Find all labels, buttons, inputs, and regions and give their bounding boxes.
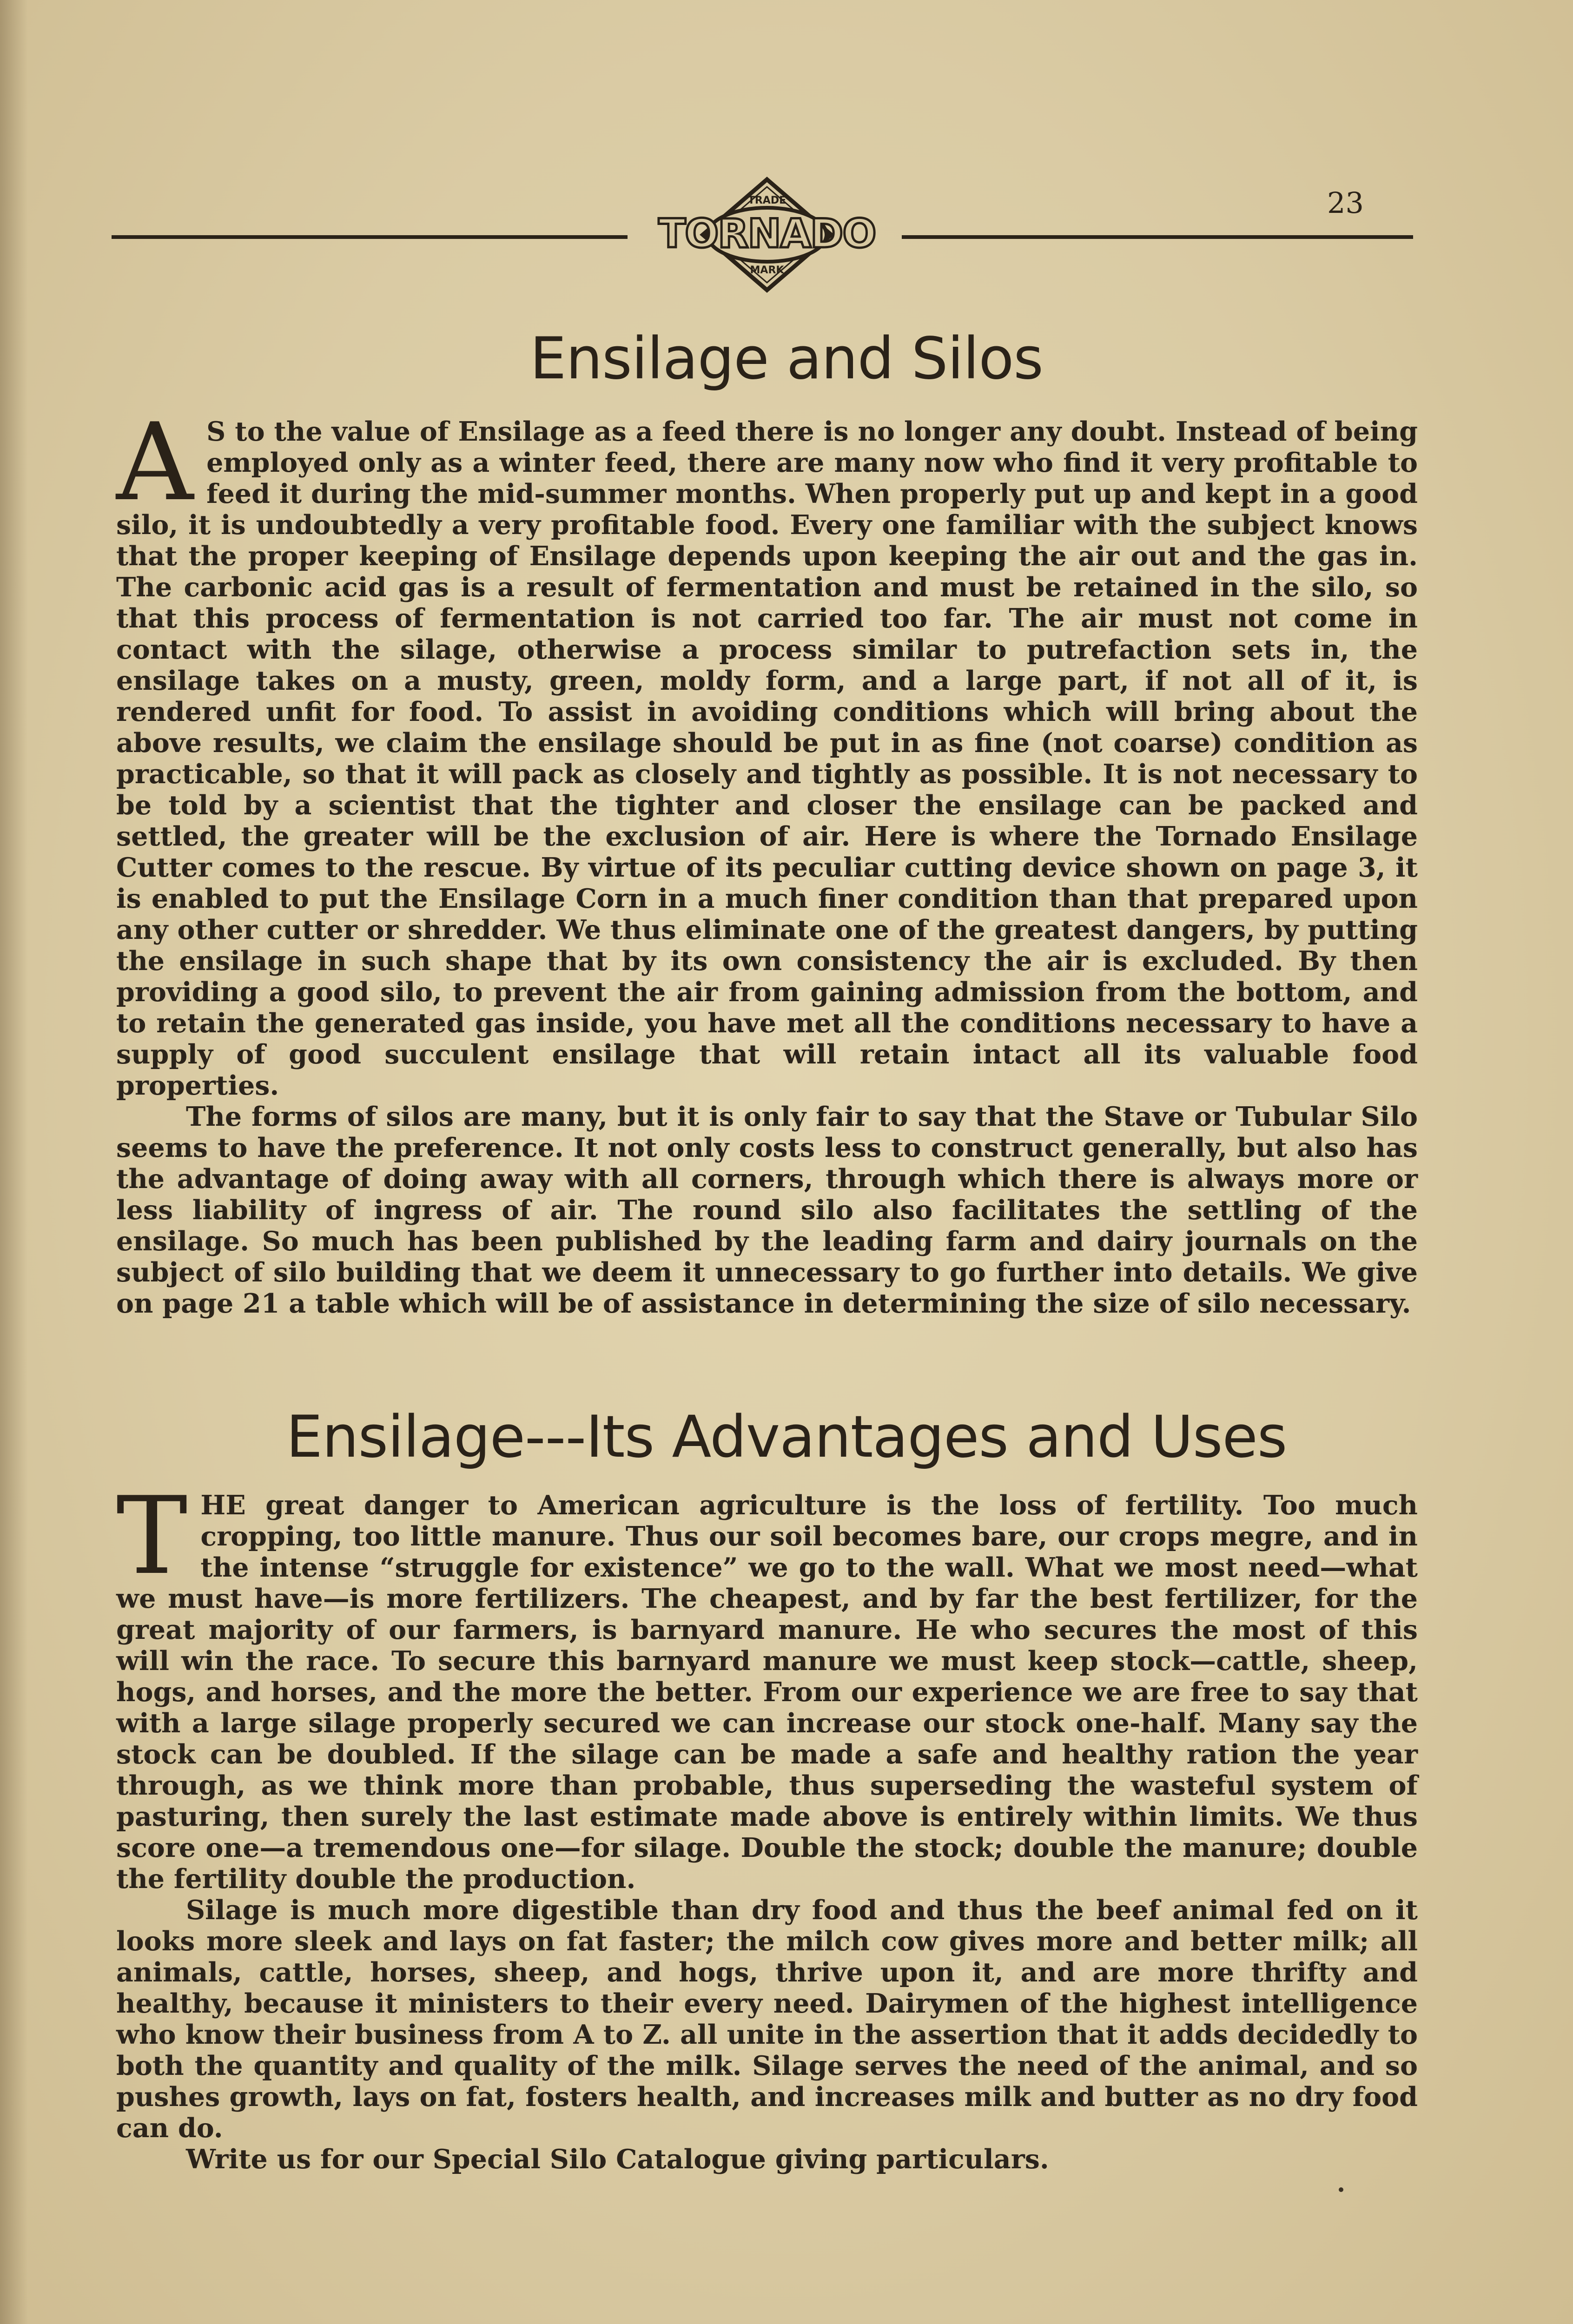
logo-word: TORNADO [658,211,876,257]
section-title-ensilage-advantages: Ensilage---Its Advantages and Uses [286,1404,1287,1471]
paragraph-text: S to the value of Ensilage as a feed there is no longer any doubt. Instead of being employed only as a winter feed, there are many now who find it very profitable to feed it during the mid-summer months. When properly put up and kept in a good silo, it is undoubtedly a very profitable food. Every one familiar with the subject knows that the proper keeping of Ensilage depends upon keeping the air out and the gas in. The carbonic acid gas is a result of fermentation and must be retained in the silo, so that this process of fermentation is not carried too far. The air must not come in contact with the silage, otherwise a process similar to putrefaction sets in, the ensilage takes on a musty, green, moldy form, and a large part, if not all of it, is rendered unfit for food. To assist in avoiding conditions which will bring about the above results, we claim the ensilage should be put in as fine (not coarse) condition as practicable, so that it will pack as closely and tightly as possible. It is not necessary to be told by a scientist that the tighter and closer the ensilage can be packed and settled, the greater will be the exclusion of air. Here is where the Tornado Ensilage Cutter comes to the rescue. By virtue of its peculiar cutting device shown on page 3, it is enabled to put the Ensilage Corn in a much finer condition than that prepared upon any other cutter or shredder. We thus eliminate one of the greatest dangers, by putting the ensilage in such shape that by its own consistency the air is excluded. By then providing a good silo, to prevent the air from gaining admission from the bottom, and to retain the generated gas inside, you have met all the conditions necessary to have a supply of good succulent ensilage that will retain intact all its valuable food properties. [116,416,1418,1101]
paragraph [116,1474,1418,1895]
tornado-trademark-logo [623,177,911,293]
section-title-ensilage-and-silos: Ensilage and Silos [530,325,1043,392]
drop-cap: A [116,401,194,525]
logo-top-text: TRADE [747,195,786,206]
print-speck [1339,2187,1343,2192]
page-number: 23 [1327,186,1364,220]
section-ensilage-advantages [116,1474,1418,2175]
paragraph: The forms of silos are many, but it is only fair to say that the Stave or Tubular Silo seems to have the preference. It not only costs less to construct generally, but also has the advantage of doing away with all corners, through which there is always more or less liability of ingress of air. The round silo also facilitates the settling of the ensilage. So much has been published by the leading farm and dairy journals on the subject of silo building that we deem it unnecessary to go further into details. We give on page 21 a table which will be of assistance in determining the size of silo necessary. [116,1101,1418,1319]
header-rule-left [112,235,628,239]
paragraph [116,401,1418,1101]
logo-bottom-text: MARK [750,264,784,276]
page-header [112,177,1413,293]
header-rule-right [902,235,1413,239]
section-ensilage-and-silos [116,401,1418,1319]
paragraph-closing: Write us for our Special Silo Catalogue giving particulars. [186,2144,1049,2175]
paragraph: Silage is much more digestible than dry food and thus the beef animal fed on it looks more sleek and lays on fat faster; the milch cow gives more and better milk; all animals, cattle, horses, sheep, and hogs, thrive upon it, and are more thrifty and healthy, because it ministers to their every need. Dairymen of the highest intelligence who know their business from A to Z. all unite in the assertion that it adds decidedly to both the quantity and quality of the milk. Silage serves the need of the animal, and so pushes growth, lays on fat, fosters health, and increases milk and butter as no dry food can do. [116,1895,1418,2144]
paragraph-text: HE great danger to American agriculture is the loss of fertility. Too much cropping, too little manure. Thus our soil becomes bare, our crops megre, and in the intense “struggle for existence” we go to the wall. What we most need—what we must have—is more fertilizers. The cheapest, and by far the best fertilizer, for the great majority of our farmers, is barnyard manure. He who secures the most of this will win the race. To secure this barnyard manure we must keep stock—cattle, sheep, hogs, and horses, and the more the better. From our experience we are free to say that with a large silage properly secured we can increase our stock one-half. Many say the stock can be doubled. If the silage can be made a safe and healthy ration the year through, as we think more than probable, thus superseding the wasteful system of pasturing, then surely the last estimate made above is entirely within limits. We thus score one—a tremendous one—for silage. Double the stock; double the manure; double the fertility double the production. [116,1490,1418,1895]
drop-cap: T [116,1474,188,1598]
